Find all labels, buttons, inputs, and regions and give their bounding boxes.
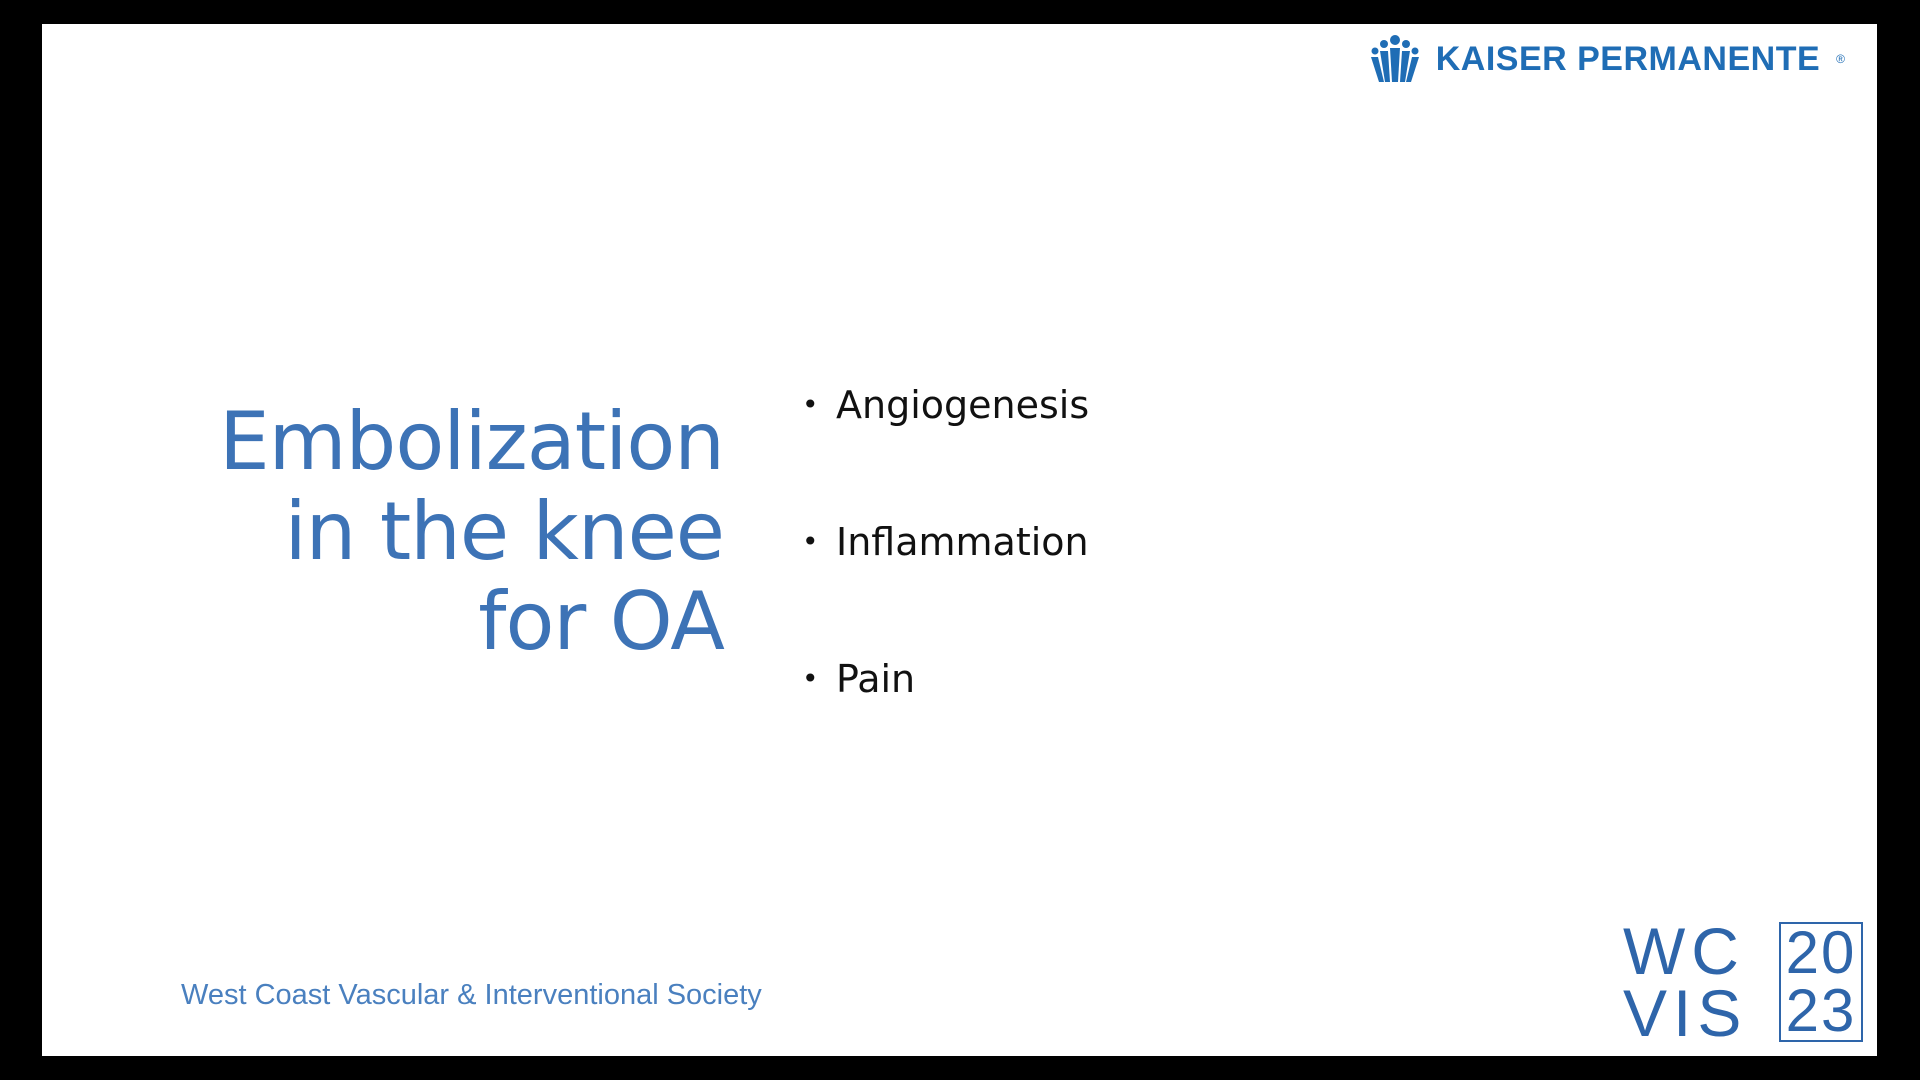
- title-line-1: Embolization: [219, 395, 724, 488]
- badge-line-1: WC: [1623, 914, 1745, 988]
- kaiser-reg-mark: ®: [1836, 52, 1845, 66]
- bullet-dot-icon: •: [802, 388, 819, 421]
- badge-line-2: VIS: [1623, 976, 1748, 1050]
- bullet-item: [802, 519, 1089, 656]
- bullet-item: [802, 382, 1089, 519]
- bullet-list: [802, 382, 1089, 793]
- slide: [42, 24, 1877, 1056]
- bullet-text: Pain: [836, 657, 916, 701]
- footer-society-name: West Coast Vascular & Interventional Society: [181, 979, 762, 1011]
- badge-year-box: [1779, 919, 1863, 1044]
- bullet-text: Angiogenesis: [836, 383, 1090, 427]
- bullet-item: [802, 656, 1089, 793]
- badge-year-bottom: 23: [1785, 977, 1857, 1044]
- wcvis-badge: [1623, 914, 1863, 1050]
- title-line-3: for OA: [478, 575, 724, 668]
- slide-title: [219, 397, 724, 667]
- kaiser-name: KAISER PERMANENTE: [1435, 39, 1821, 78]
- bullet-text: Inflammation: [836, 520, 1089, 564]
- badge-year-top: 20: [1785, 919, 1857, 986]
- title-line-2: in the knee: [284, 485, 724, 578]
- bullet-dot-icon: •: [802, 662, 819, 695]
- kaiser-logo: [1368, 34, 1845, 84]
- kaiser-people-icon: [1368, 34, 1422, 84]
- bullet-dot-icon: •: [802, 525, 819, 558]
- wcvis-letters: [1623, 914, 1748, 1050]
